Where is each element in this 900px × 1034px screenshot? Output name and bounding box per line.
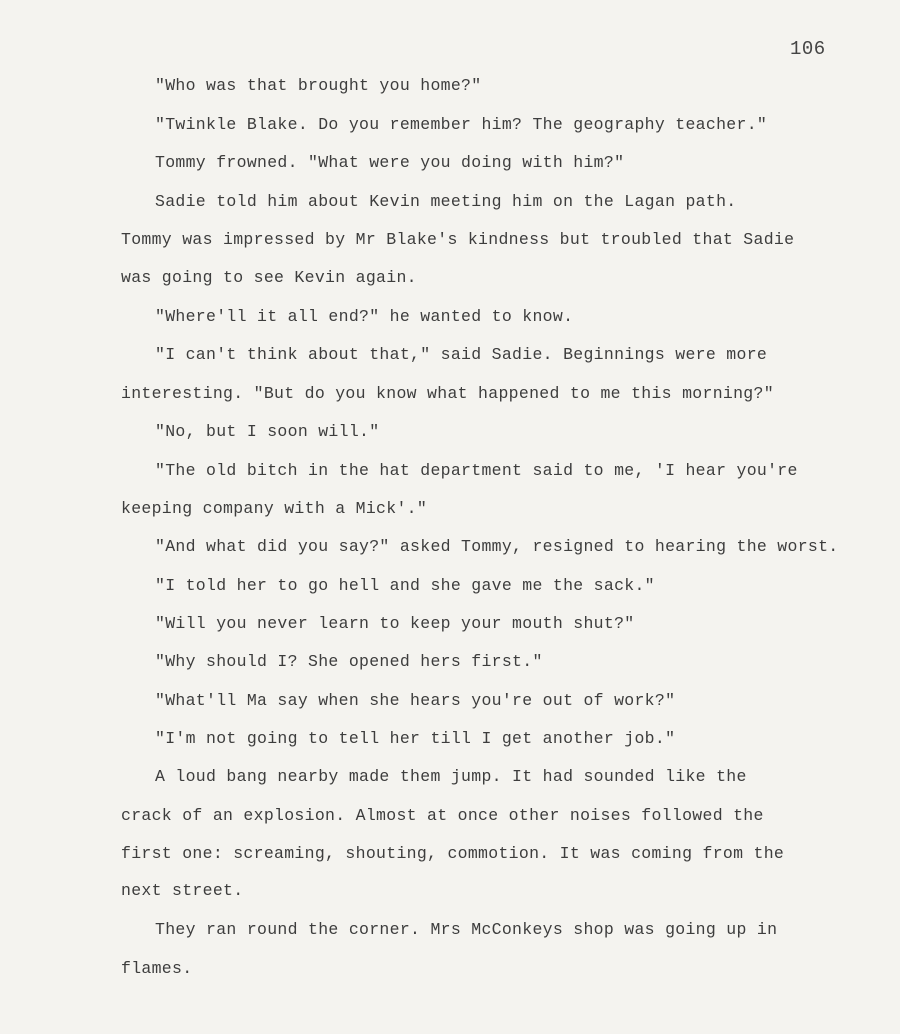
text-line: "What'll Ma say when she hears you're out of work?" bbox=[155, 691, 676, 710]
text-line: "I told her to go hell and she gave me the sack." bbox=[155, 576, 655, 595]
text-line: Tommy was impressed by Mr Blake's kindness but troubled that Sadie bbox=[121, 230, 795, 249]
text-line: A loud bang nearby made them jump. It had sounded like the bbox=[155, 767, 747, 786]
text-line: "Will you never learn to keep your mouth shut?" bbox=[155, 614, 635, 633]
text-line: "I'm not going to tell her till I get another job." bbox=[155, 729, 676, 748]
text-line: keeping company with a Mick'." bbox=[121, 499, 428, 518]
page-number: 106 bbox=[790, 38, 826, 60]
text-line: crack of an explosion. Almost at once other noises followed the bbox=[121, 806, 764, 825]
text-line: was going to see Kevin again. bbox=[121, 268, 417, 287]
text-line: "I can't think about that," said Sadie. Beginnings were more bbox=[155, 345, 768, 364]
text-line: "Why should I? She opened hers first." bbox=[155, 652, 543, 671]
text-line: "Twinkle Blake. Do you remember him? The geography teacher." bbox=[155, 115, 768, 134]
text-line: "No, but I soon will." bbox=[155, 422, 380, 441]
text-line: Sadie told him about Kevin meeting him on the Lagan path. bbox=[155, 192, 737, 211]
text-line: They ran round the corner. Mrs McConkeys shop was going up in bbox=[155, 920, 778, 939]
text-line: "Who was that brought you home?" bbox=[155, 76, 482, 95]
text-line: next street. bbox=[121, 881, 244, 900]
text-line: "Where'll it all end?" he wanted to know. bbox=[155, 307, 574, 326]
text-line: "And what did you say?" asked Tommy, resigned to hearing the worst. bbox=[155, 537, 839, 556]
text-line: first one: screaming, shouting, commotion. It was coming from the bbox=[121, 844, 785, 863]
text-line: Tommy frowned. "What were you doing with him?" bbox=[155, 153, 625, 172]
text-line: flames. bbox=[121, 959, 193, 978]
text-line: interesting. "But do you know what happened to me this morning?" bbox=[121, 384, 774, 403]
text-line: "The old bitch in the hat department said to me, 'I hear you're bbox=[155, 461, 798, 480]
